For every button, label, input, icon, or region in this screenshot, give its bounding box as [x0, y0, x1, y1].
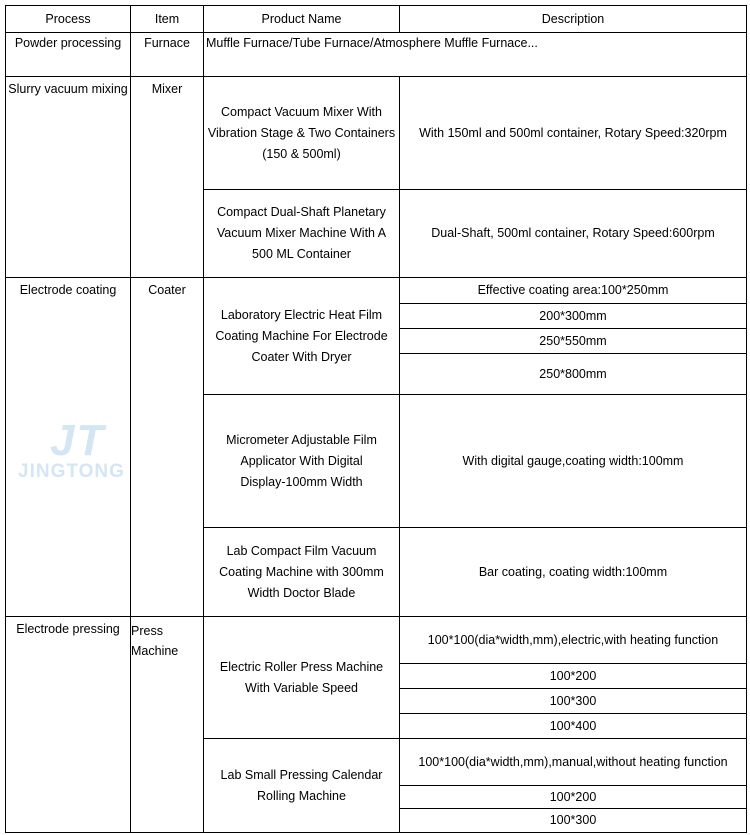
description-press-size: 100*200: [549, 789, 597, 804]
process-slurry-vacuum-mixing: Slurry vacuum mixing: [8, 82, 128, 96]
process-electrode-coating: Electrode coating: [19, 283, 117, 297]
header-product-name: Product Name: [261, 11, 342, 26]
product-name-line: Laboratory Electric Heat Film: [220, 307, 383, 322]
product-name-line: Applicator With Digital: [240, 453, 363, 468]
item-coater: Coater: [148, 283, 186, 297]
item-furnace: Furnace: [144, 36, 190, 50]
process-powder-processing: Powder processing: [14, 36, 122, 50]
product-name-line: Micrometer Adjustable Film: [226, 432, 377, 447]
jingtong-logo-watermark: [18, 416, 153, 486]
product-vacuum-film-coater: [204, 528, 399, 616]
description-press-size: 100*200: [549, 668, 597, 683]
description-manual-press: 100*100(dia*width,mm),manual,without heating function: [418, 754, 728, 769]
product-name-line: Compact Vacuum Mixer With: [221, 104, 382, 119]
product-name-line: Electric Roller Press Machine: [219, 659, 384, 674]
item-mixer: Mixer: [151, 82, 183, 96]
description-coating-area: Effective coating area:100*250mm: [477, 283, 669, 297]
product-pressing-calendar: [204, 739, 399, 832]
product-name-line: (150 & 500ml): [262, 146, 341, 161]
product-compact-vacuum-mixer: [204, 77, 399, 189]
description-coating-size: 250*550mm: [539, 333, 607, 348]
description-coating-size: 250*800mm: [539, 366, 607, 381]
description-electric-press: 100*100(dia*width,mm),electric,with heating function: [427, 632, 719, 647]
process-electrode-pressing: Electrode pressing: [16, 622, 120, 636]
product-film-applicator: [204, 395, 399, 527]
description-vacuum-film-coater: Bar coating, coating width:100mm: [478, 564, 668, 579]
header-item: Item: [154, 11, 180, 26]
description-vacuum-mixer: With 150ml and 500ml container, Rotary Speed:320rpm: [419, 125, 727, 140]
description-press-size: 100*300: [549, 693, 597, 708]
description-dual-shaft-mixer: Dual-Shaft, 500ml container, Rotary Speed:600rpm: [431, 226, 715, 240]
jingtong-logo-name: JINGTONG: [18, 461, 125, 482]
item-line: Machine: [131, 644, 179, 658]
description-coating-size: 200*300mm: [539, 308, 607, 323]
product-name-line: Display-100mm Width: [240, 474, 363, 489]
header-description: Description: [541, 11, 605, 26]
product-furnaces: Muffle Furnace/Tube Furnace/Atmosphere Muffle Furnace...: [206, 36, 538, 50]
product-name-line: Width Doctor Blade: [247, 585, 356, 600]
product-name-line: Compact Dual-Shaft Planetary: [217, 205, 386, 219]
header-process: Process: [45, 11, 91, 26]
description-film-applicator: With digital gauge,coating width:100mm: [462, 453, 684, 468]
product-dual-shaft-mixer: [204, 190, 399, 277]
product-name-line: Coating Machine For Electrode: [215, 328, 388, 343]
item-line: Press: [131, 624, 163, 638]
product-heat-film-coater: [204, 278, 399, 394]
item-press-machine: [131, 619, 203, 663]
description-press-size: 100*300: [549, 813, 597, 827]
product-electric-roller-press: [204, 617, 399, 738]
product-name-line: Vacuum Mixer Machine With A: [216, 226, 387, 240]
product-name-line: 500 ML Container: [252, 247, 351, 261]
description-press-size: 100*400: [549, 718, 597, 733]
column-border: [5, 5, 6, 833]
product-name-line: Lab Small Pressing Calendar: [220, 767, 383, 782]
product-name-line: Rolling Machine: [257, 788, 346, 803]
column-border: [746, 5, 747, 833]
product-name-line: Vibration Stage & Two Containers: [207, 125, 396, 140]
product-name-line: With Variable Speed: [244, 680, 359, 695]
product-name-line: Lab Compact Film Vacuum: [226, 543, 377, 558]
jt-logo-mark: JT: [50, 416, 106, 465]
product-name-line: Coater With Dryer: [251, 349, 352, 364]
row-border: [5, 832, 747, 833]
product-name-line: Coating Machine with 300mm: [219, 564, 384, 579]
